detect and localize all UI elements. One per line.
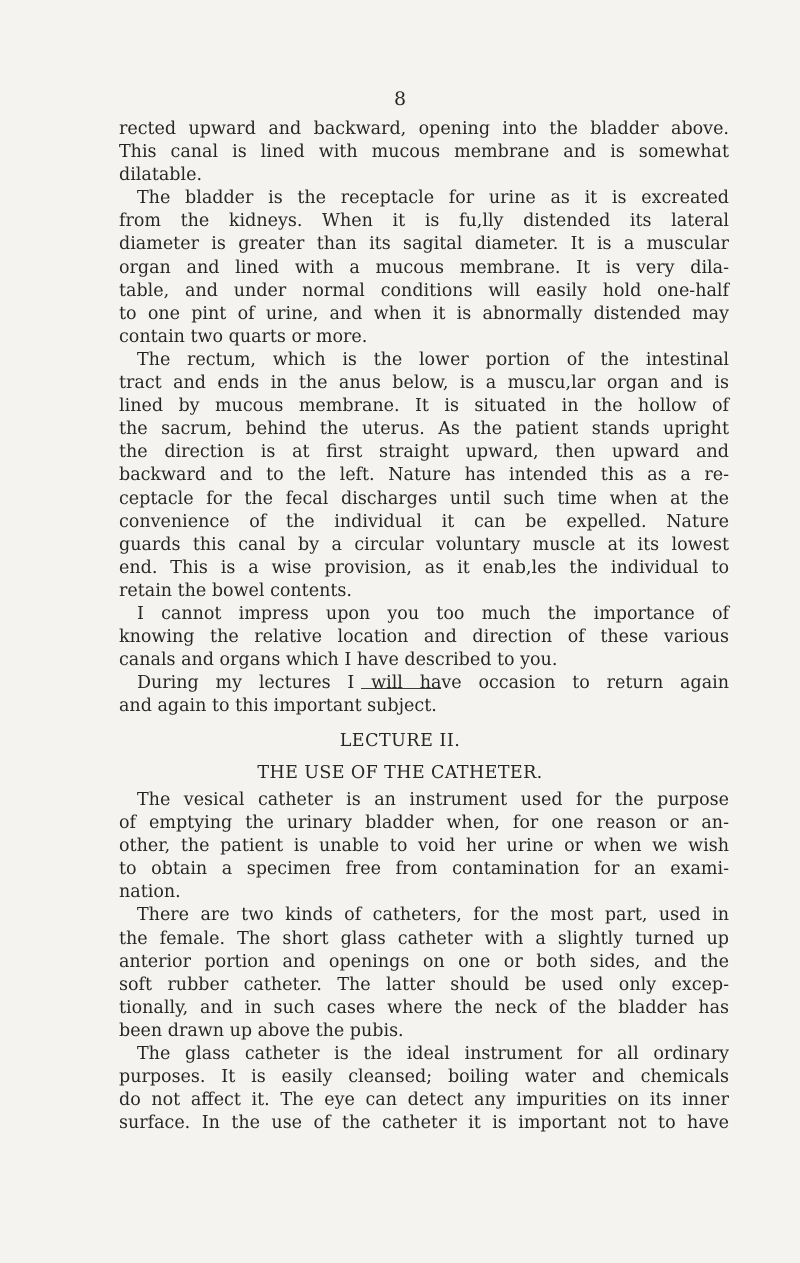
bottom-text-block xyxy=(119,789,729,1135)
text-line: surface. In the use of the catheter it is important not to have xyxy=(119,1113,729,1134)
text-line: retain the bowel contents. xyxy=(119,580,352,601)
text-line: ceptacle for the fecal discharges until such time when at the xyxy=(119,488,729,509)
text-line: tionally, and in such cases where the neck of the bladder has xyxy=(119,997,729,1018)
text-line: anterior portion and openings on one or both sides, and the xyxy=(119,951,729,972)
text-line: dilatable. xyxy=(119,165,203,186)
text-line: soft rubber catheter. The latter should be used only excep- xyxy=(119,974,729,995)
paragraph xyxy=(119,603,729,672)
text-line: The bladder is the receptacle for urine as it is excreated xyxy=(137,188,729,209)
top-text-block xyxy=(119,118,729,718)
text-line: table, and under normal conditions will easily hold one-half xyxy=(119,280,729,301)
text-line: lined by mucous membrane. It is situated in the hollow of xyxy=(119,396,729,417)
text-line: rected upward and backward, opening into the bladder above. xyxy=(119,119,729,139)
section-heading: THE USE OF THE CATHETER. xyxy=(257,763,543,783)
paragraph xyxy=(119,187,729,349)
text-line: to obtain a specimen free from contamination for an exami- xyxy=(119,859,729,880)
text-line: and again to this important subject. xyxy=(119,696,437,717)
page-number: 8 xyxy=(393,88,407,110)
paragraph xyxy=(119,1043,729,1135)
text-line: end. This is a wise provision, as it enab,les the individual to xyxy=(119,557,729,578)
text-line: of emptying the urinary bladder when, for one reason or an- xyxy=(119,813,729,834)
text-line: backward and to the left. Nature has intended this as a re- xyxy=(119,465,729,486)
text-line: This canal is lined with mucous membrane and is somewhat xyxy=(119,142,729,163)
text-line: The rectum, which is the lower portion of the intestinal xyxy=(137,349,729,370)
paragraph xyxy=(119,672,729,718)
text-line: tract and ends in the anus below, is a muscu,lar organ and is xyxy=(119,373,729,394)
text-line: do not affect it. The eye can detect any impurities on its inner xyxy=(119,1090,729,1111)
text-line: been drawn up above the pubis. xyxy=(119,1020,404,1041)
text-line: to one pint of urine, and when it is abnormally distended may xyxy=(119,303,729,324)
text-line: I cannot impress upon you too much the importance of xyxy=(137,603,729,624)
paragraph xyxy=(119,904,729,1043)
text-line: purposes. It is easily cleansed; boiling water and chemicals xyxy=(119,1067,729,1088)
text-line: There are two kinds of catheters, for the most part, used in xyxy=(137,905,729,926)
text-line: convenience of the individual it can be expelled. Nature xyxy=(119,511,729,532)
paragraph xyxy=(119,349,729,603)
paragraph xyxy=(119,118,729,187)
text-line: the female. The short glass catheter with a slightly turned up xyxy=(119,928,729,949)
text-line: canals and organs which I have described to you. xyxy=(119,650,558,671)
text-line: from the kidneys. When it is fu,lly distended its lateral xyxy=(119,211,729,232)
text-line: organ and lined with a mucous membrane. It is very dila- xyxy=(119,257,729,278)
text-line: other, the patient is unable to void her urine or when we wish xyxy=(119,836,729,857)
text-line: knowing the relative location and direction of these various xyxy=(119,627,729,648)
text-line: During my lectures I will have occasion to return again xyxy=(137,673,729,694)
text-line: guards this canal by a circular voluntary muscle at its lowest xyxy=(119,534,729,555)
text-line: the direction is at first straight upward, then upward and xyxy=(119,442,729,463)
section-divider xyxy=(361,688,441,689)
text-line: The glass catheter is the ideal instrument for all ordinary xyxy=(137,1044,729,1065)
text-line: the sacrum, behind the uterus. As the patient stands upright xyxy=(119,419,729,440)
paragraph xyxy=(119,789,729,904)
lecture-heading: LECTURE II. xyxy=(339,731,461,751)
text-line: diameter is greater than its sagital diameter. It is a muscular xyxy=(119,234,729,255)
text-line: contain two quarts or more. xyxy=(119,326,368,347)
text-line: The vesical catheter is an instrument used for the purpose xyxy=(137,790,729,810)
text-line: nation. xyxy=(119,882,181,903)
